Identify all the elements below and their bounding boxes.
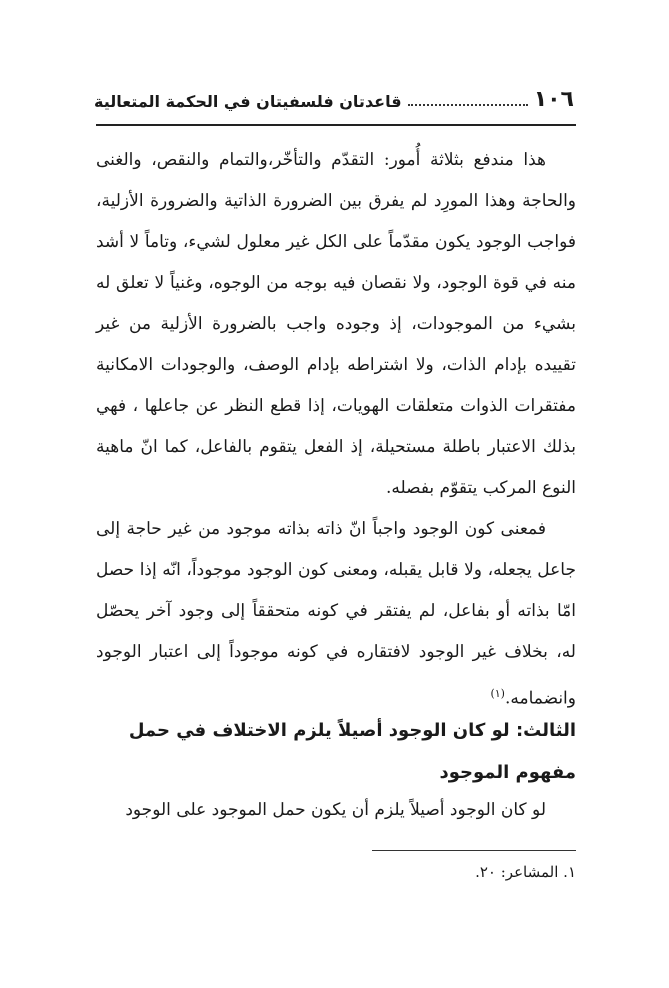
page-number: ١٠٦ (533, 87, 574, 112)
paragraph-2-text: فمعنى كون الوجود واجباً انّ ذاته بذاته موجود من غير حاجة إلى جاعل يجعله، ولا قابل يقبله، ومعنى كون الوجود موجوداً، انّه إذا حصل امّا بذاته أو بفاعل، لم يفتقر في كونه متحققاً إلى وجود آخر يحصّل له، بخلاف غير الوجود لافتقاره في كونه موجوداً إلى اعتبار الوجود وانضمامه. (96, 519, 576, 709)
paragraph-3: لو كان الوجود أصيلاً يلزم أن يكون حمل الموجود على الوجود (125, 800, 546, 820)
header-rule (96, 124, 576, 126)
paragraph-1: هذا مندفع بثلاثة أُمور: التقدّم والتأخّر،والتمام والنقص، والغنى والحاجة وهذا المورِد لم يفرق بين الضرورة الذاتية والضرورة الأزلية، فواجب الوجود يكون مقدّماً على الكل غير معلول لشيء، وتاماً لا أشد منه في قوة الوجود، ولا نقصان فيه بوجه من الوجوه، وغنياً لا تعلق له بشيء من الموجودات، إذ وجوده واجب بالضرورة الأزلية من غير تقييده بإدام الذات، ولا اشتراطه بإدام الوصف، والوجودات الامكانية مفتقرات الذوات متعلقات الهويات، إذا قطع النظر عن جاعلها ، فهي بذلك الاعتبار باطلة مستحيلة، إذ الفعل يتقوم بالفاعل، كما انّ ماهية النوع المركب يتقوّم بفصله. (96, 150, 576, 498)
paragraph-2 (96, 509, 576, 720)
section-heading: الثالث: لو كان الوجود أصيلاً يلزم الاختلاف في حمل مفهوم الموجود (128, 720, 576, 783)
footnote: ١. المشاعر: ٢٠. (475, 863, 576, 881)
header-dot-leader (408, 104, 528, 106)
page-header (94, 84, 574, 114)
footnote-marker: (١) (490, 687, 505, 700)
main-text (96, 140, 576, 720)
running-title: قاعدتان فلسفيتان في الحكمة المتعالية (94, 92, 402, 111)
section-text (96, 790, 576, 831)
footnote-rule (372, 850, 576, 851)
